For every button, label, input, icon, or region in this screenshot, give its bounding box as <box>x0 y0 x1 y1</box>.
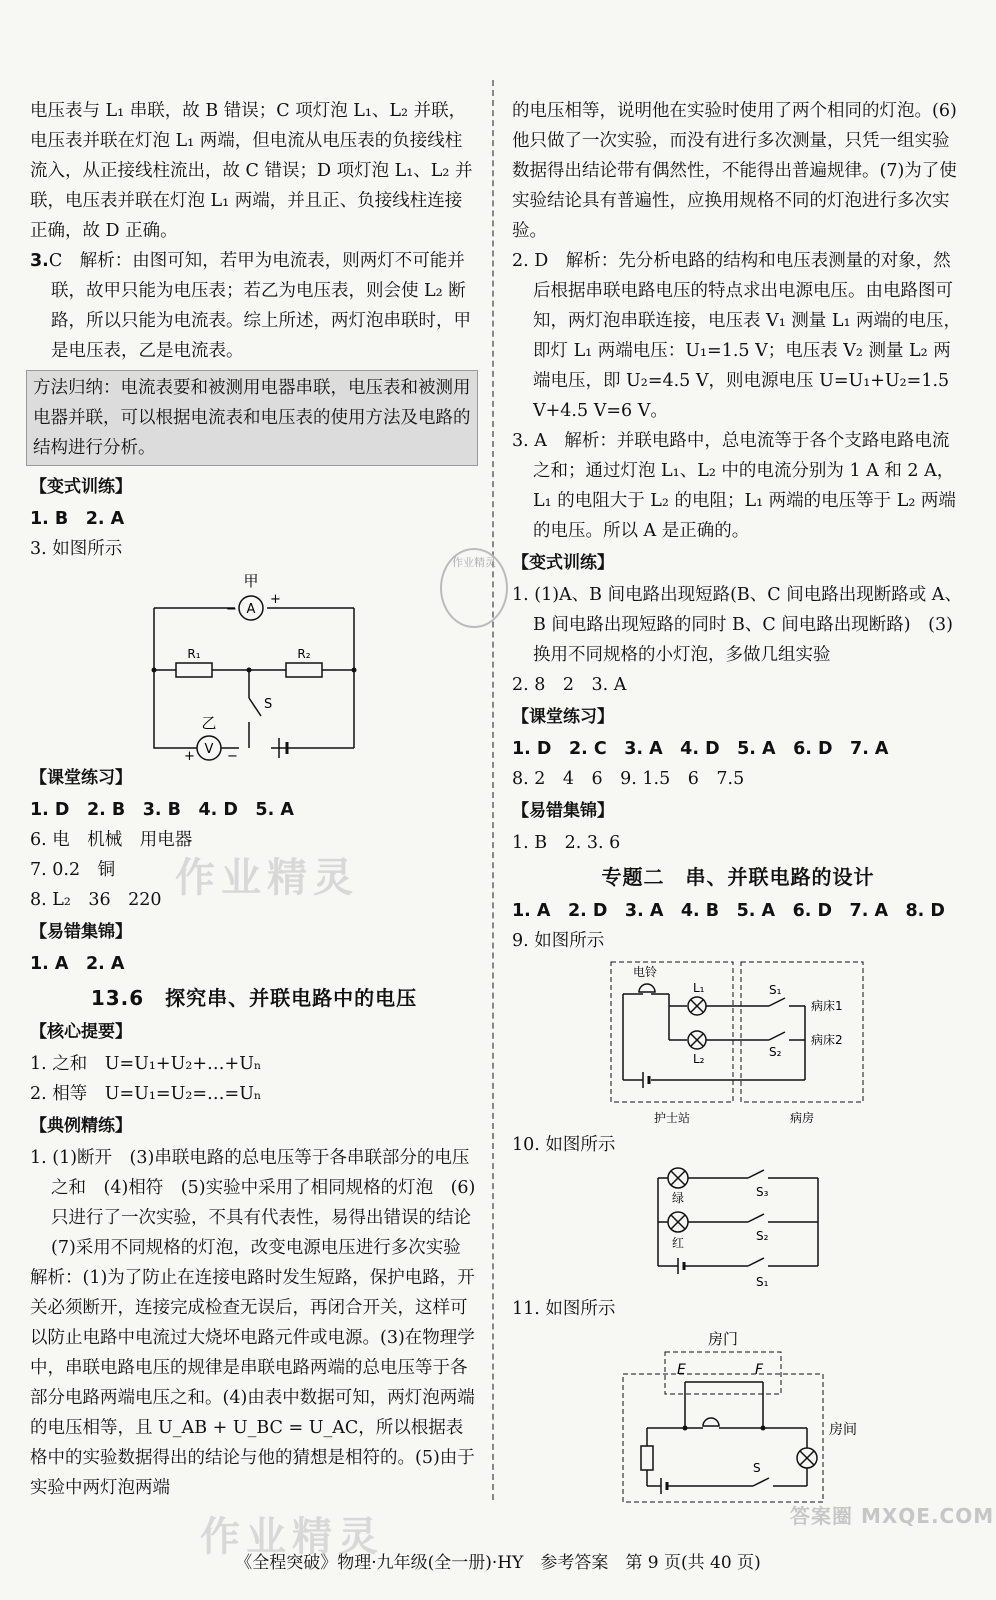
fig1-plus: + <box>270 592 281 607</box>
voltmeter-icon: V <box>204 742 214 757</box>
fig1-top-label: 甲 <box>243 572 259 590</box>
fig11-s-label: S <box>753 1461 761 1475</box>
fig9-bell-label: 电铃 <box>633 965 658 979</box>
question-3-right: 3. A 解析：并联电路中，总电流等于各个支路电路电流之和；通过灯泡 L₁、L₂ 中的电流分别为 1 A 和 2 A，L₁ 的电阻大于 L₂ 的电阻；L₁ 两端的电压等于 L₂ 两端的电压。所以 A 是正确的。 <box>512 431 956 541</box>
fig11-e-label: E <box>677 1362 686 1378</box>
ketang-line-2: 6. 电 机械 用电器 <box>30 830 193 850</box>
watermark-corner: 答案圈 MXQE.COM <box>790 1504 995 1528</box>
hexin-line-2: 2. 相等 U=U₁=U₂=…=Uₙ <box>30 1084 262 1104</box>
hexin-line-1: 1. 之和 U=U₁+U₂+…+Uₙ <box>30 1054 262 1074</box>
fig1-switch-label: S <box>264 697 273 712</box>
ketang-heading: 【课堂练习】 <box>30 768 132 788</box>
fig9-s2-label: S₂ <box>769 1045 782 1059</box>
fig1-minus-2: − <box>227 749 238 761</box>
fig1-minus: − <box>226 602 237 617</box>
ketang-line-1-right: 1. D 2. C 3. A 4. D 5. A 6. D 7. A <box>512 739 889 759</box>
fig9-station-label: 护士站 <box>653 1111 691 1125</box>
fig9-l1-label: L₁ <box>693 981 705 995</box>
bianshi-q23-right: 2. 8 2 3. A <box>512 675 627 695</box>
fig11-door-label: 房门 <box>707 1330 739 1348</box>
fig10-s2-label: S₂ <box>756 1229 769 1243</box>
circuit-figure-11 <box>603 1326 873 1506</box>
topic2-answers: 1. A 2. D 3. A 4. B 5. A 6. D 7. A 8. D <box>512 901 945 921</box>
watermark-1: 作业精灵 <box>175 855 359 901</box>
fig10-s3-label: S₃ <box>756 1185 769 1199</box>
question-11: 11. 如图所示 <box>512 1299 616 1319</box>
circuit-figure-1 <box>134 566 374 761</box>
fig1-r2-label: R₂ <box>297 647 311 661</box>
fig10-s1-label: S₁ <box>756 1275 769 1289</box>
ketang-line-1: 1. D 2. B 3. B 4. D 5. A <box>30 800 294 820</box>
dianli-heading: 【典例精练】 <box>30 1116 132 1136</box>
hexin-heading: 【核心提要】 <box>30 1022 132 1042</box>
ammeter-icon: A <box>246 602 256 617</box>
bianshi-heading-right: 【变式训练】 <box>512 553 614 573</box>
yicuo-heading-right: 【易错集锦】 <box>512 801 614 821</box>
fig1-bottom-label: 乙 <box>201 714 217 732</box>
question-10: 10. 如图所示 <box>512 1135 616 1155</box>
q3-number: 3. <box>30 251 49 271</box>
bianshi-q3: 3. 如图所示 <box>30 539 123 559</box>
section-title-topic-2: 专题二 串、并联电路的设计 <box>601 865 875 889</box>
dianli-q1: 1. (1)断开 (3)串联电路的总电压等于各串联部分的电压之和 (4)相符 (5)实验中采用了相同规格的灯泡 (6)只进行了一次实验，不具有代表性，易得出错误的结论 (7)采用不同规格的灯泡，改变电源电压进行多次实验 <box>30 1148 489 1258</box>
question-3 <box>30 246 478 366</box>
fig1-r1-label: R₁ <box>187 647 201 661</box>
watermark-2: 作业精灵 <box>200 1514 384 1560</box>
fig9-bed2-label: 病床2 <box>811 1033 843 1047</box>
question-9: 9. 如图所示 <box>512 931 605 951</box>
question-2: 2. D 解析：先分析电路的结构和电压表测量的对象，然后根据串联电路电压的特点求出电源电压。由电路图可知，两灯泡串联连接，电压表 V₁ 测量 L₁ 两端的电压，即灯 L₁ 两端电压：U₁=1.5 V；电压表 V₂ 测量 L₂ 两端电压，即 U₂=4.5 V，则电源电压 U=U₁+U₂=1.5 V+4.5 V=6 V。 <box>512 251 962 421</box>
fig11-room-label: 房间 <box>829 1422 857 1438</box>
bianshi-q1-right: 1. (1)A、B 间电路出现短路(B、C 间电路出现断路或 A、B 间电路出现短路的同时 B、C 间电路出现断路) (3)换用不同规格的小灯泡，多做几组实验 <box>512 585 962 665</box>
fig9-ward-label: 病房 <box>789 1111 815 1125</box>
ketang-line-3: 7. 0.2 铜 <box>30 860 116 880</box>
ketang-line-4: 8. L₂ 36 220 <box>30 890 162 910</box>
bianshi-answers: 1. B 2. A <box>30 509 125 529</box>
circuit-figure-9 <box>603 958 873 1128</box>
ketang-heading-right: 【课堂练习】 <box>512 707 614 727</box>
fig9-bed1-label: 病床1 <box>811 999 843 1013</box>
method-summary-box: 方法归纳：电流表要和被测用电器串联，电压表和被测用电器并联，可以根据电流表和电压表的使用方法及电路的结构进行分析。 <box>26 370 478 466</box>
page-footer: 《全程突破》物理·九年级(全一册)·HY 参考答案 第 9 页(共 40 页) <box>235 1553 761 1573</box>
section-title-13-6: 13.6 探究串、并联电路中的电压 <box>90 986 418 1010</box>
jiexi-paragraph: 解析：(1)为了防止在连接电路时发生短路，保护电路，开关必须断开，连接完成检查无误后，再闭合开关，这样可以防止电路中电流过大烧坏电路元件或电源。(3)在物理学中，串联电路电压的规律是串联电路两端的总电压等于各部分电路两端电压之和。(4)由表中数据可知，两灯泡两端的电压相等，且 U_AB + U_BC = U_AC，所以根据表格中的实验数据得出的结论与他的猜想是相符的。(5)由于实验中两灯泡两端 <box>30 1268 475 1498</box>
fig1-plus-2: + <box>184 749 195 761</box>
yicuo-heading: 【易错集锦】 <box>30 922 132 942</box>
fig10-green-label: 绿 <box>671 1191 685 1205</box>
bianshi-heading: 【变式训练】 <box>30 477 132 497</box>
yicuo-answers: 1. A 2. A <box>30 954 125 974</box>
fig10-red-label: 红 <box>671 1236 685 1250</box>
left-column <box>30 96 489 1503</box>
right-column <box>512 96 964 1508</box>
right-continuation: 的电压相等，说明他在实验时使用了两个相同的灯泡。(6)他只做了一次实验，而没有进行多次测量，只凭一组实验数据得出结论带有偶然性，不能得出普遍规律。(7)为了使实验结论具有普遍性，应换用规格不同的灯泡进行多次实验。 <box>512 101 957 241</box>
column-divider <box>492 80 496 1500</box>
fig9-s1-label: S₁ <box>769 983 782 997</box>
circuit-figure-10 <box>638 1162 838 1292</box>
fig9-l2-label: L₂ <box>693 1052 705 1066</box>
ketang-line-2-right: 8. 2 4 6 9. 1.5 6 7.5 <box>512 769 745 789</box>
yicuo-answers-right: 1. B 2. 3. 6 <box>512 833 621 853</box>
intro-paragraph: 电压表与 L₁ 串联，故 B 错误；C 项灯泡 L₁、L₂ 并联，电压表并联在灯泡 L₁ 两端，但电流从电压表的负接线柱流入，从正接线柱流出，故 C 错误；D 项灯泡 L₁、L₂ 并联，电压表并联在灯泡 L₁ 两端，并且正、负接线柱连接正确，故 D 正确。 <box>30 101 473 241</box>
fig11-f-label: F <box>755 1362 764 1378</box>
watermark-stamp: 作业精灵 <box>440 548 508 628</box>
q3-text: C 解析：由图可知，若甲为电流表，则两灯不可能并联，故甲只能为电压表；若乙为电压表，则会使 L₂ 断路，所以只能为电流表。综上所述，两灯泡串联时，甲是电压表，乙是电流表。 <box>48 251 471 361</box>
